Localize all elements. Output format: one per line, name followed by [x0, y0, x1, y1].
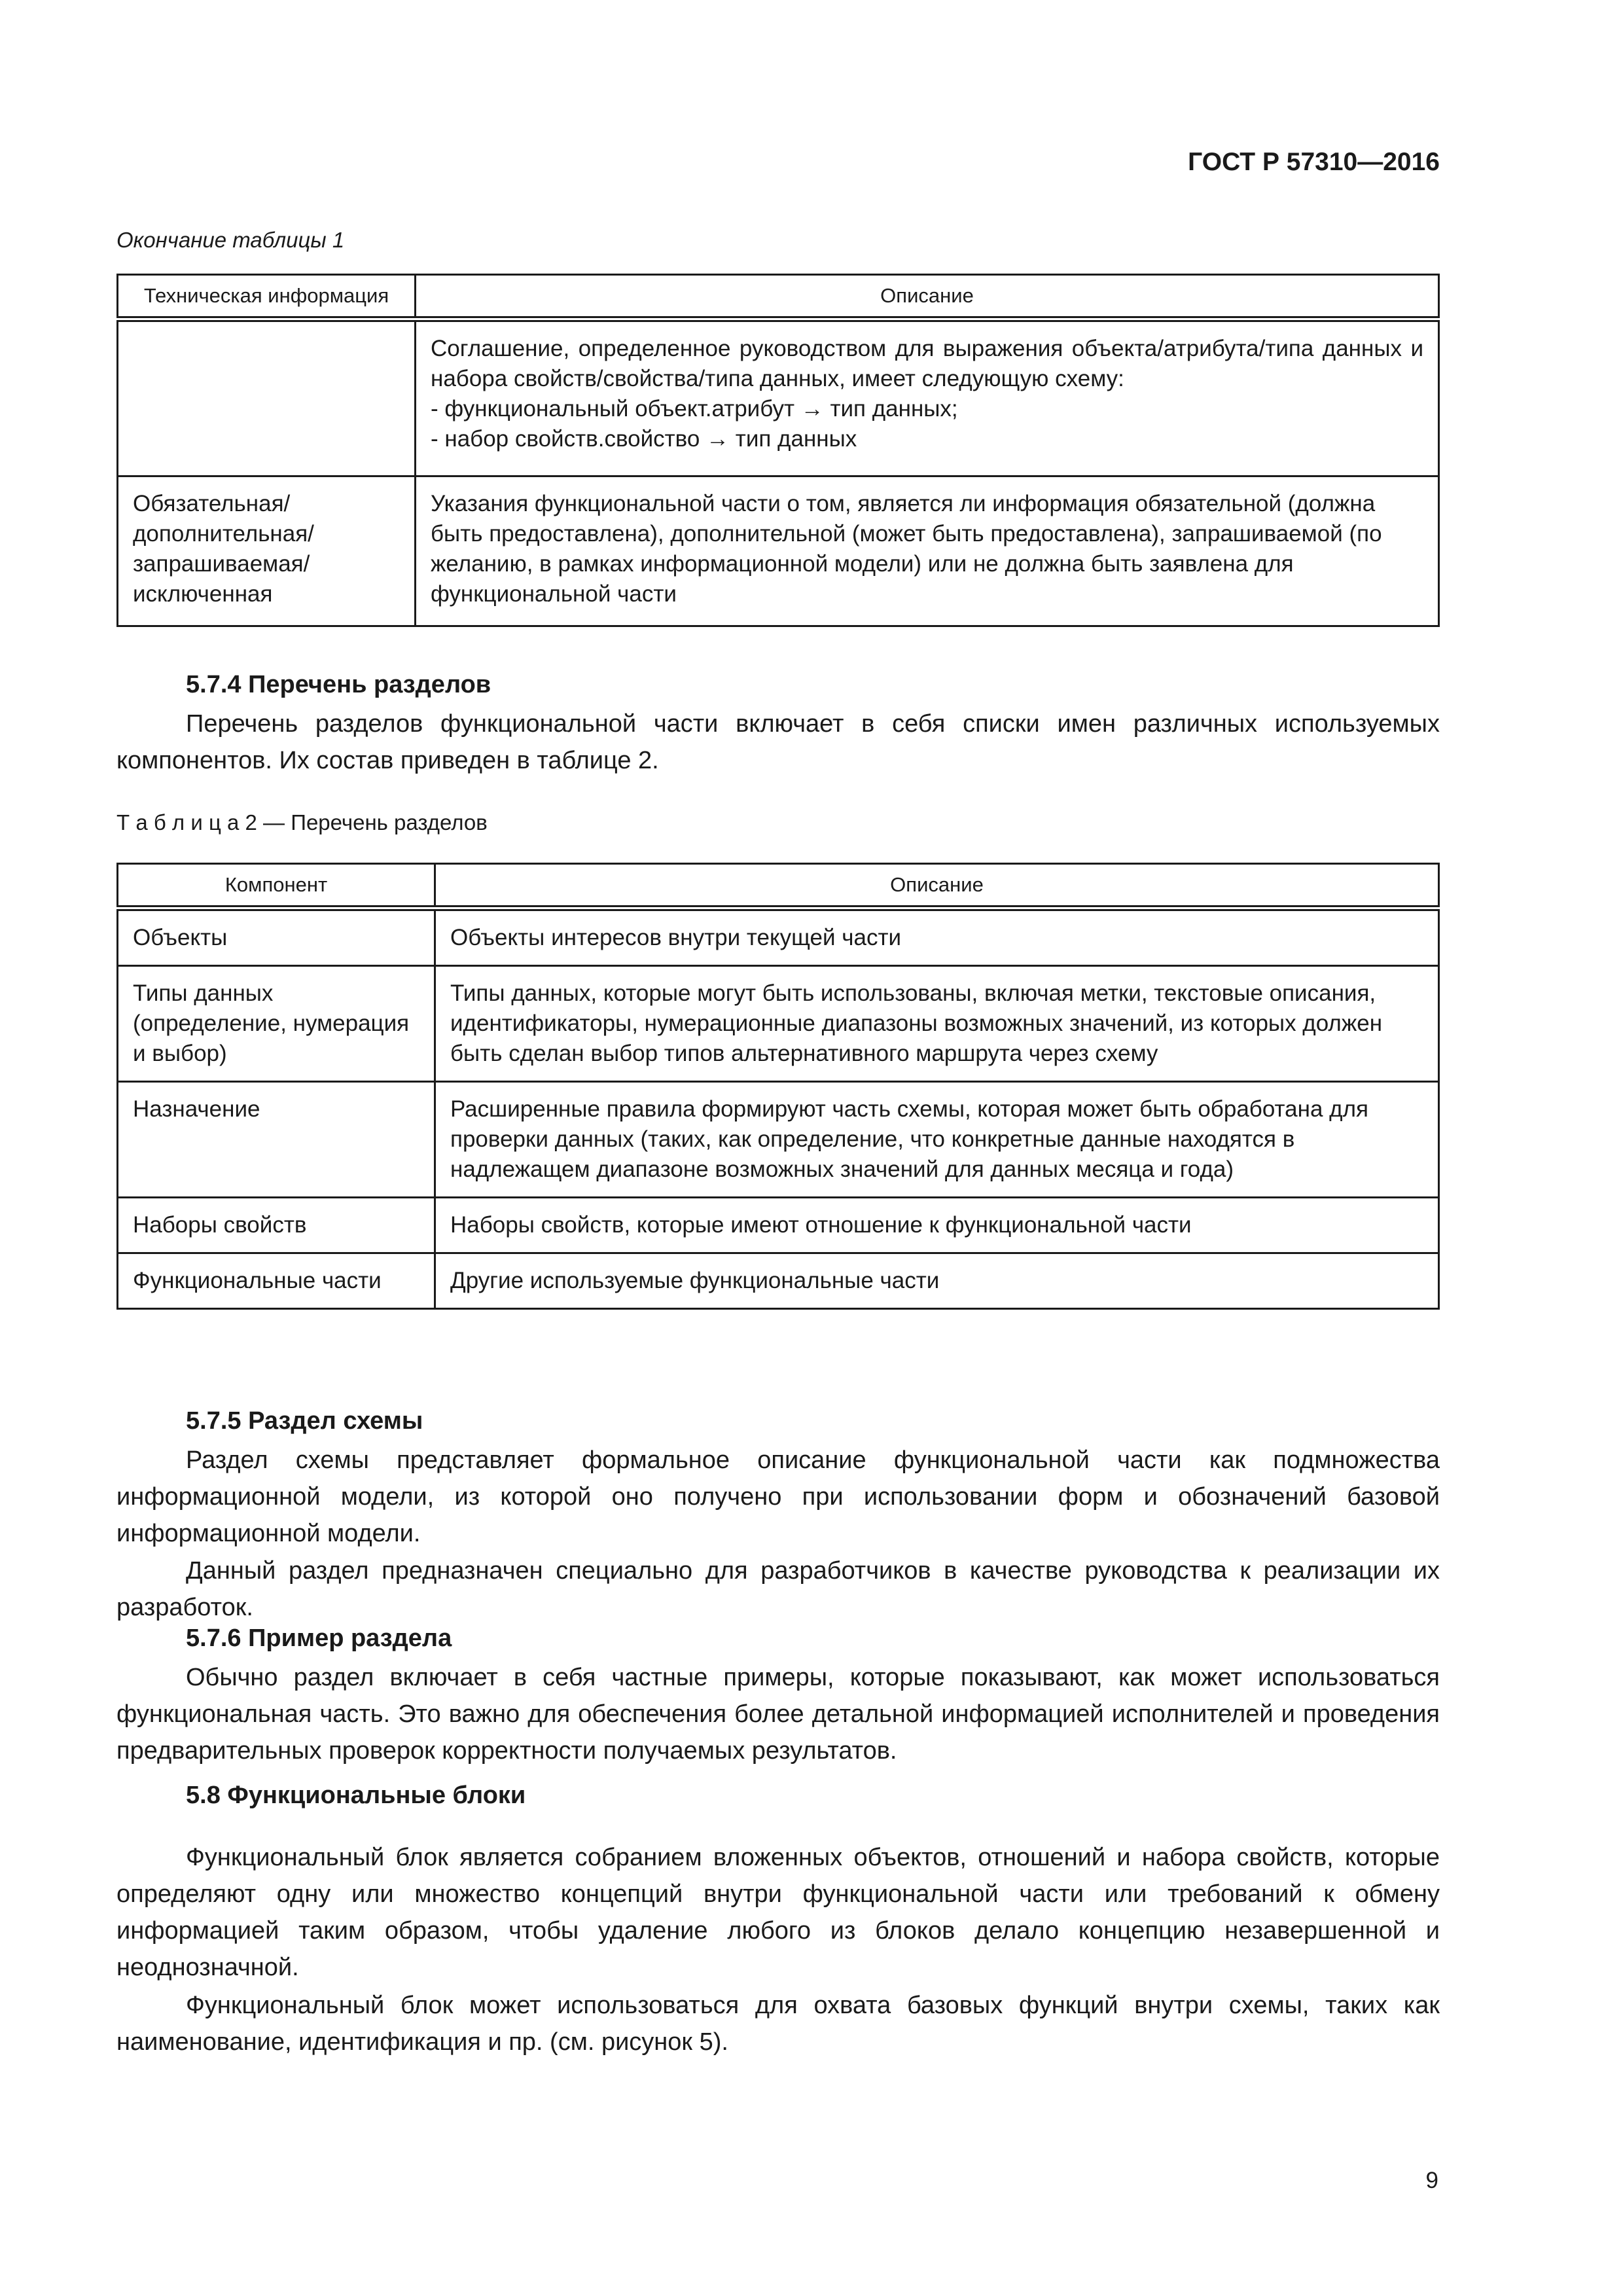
table2-cell-component: Наборы свойств	[118, 1198, 435, 1253]
table2-cell-description: Типы данных, которые могут быть использованы, включая метки, текстовые описания, идентификаторы, нумерационные диапазоны возможных значений, из которых должен быть сделан выбор типов альтернативного маршрута через схему	[435, 966, 1439, 1082]
paragraph: Обычно раздел включает в себя частные примеры, которые показывают, как может использоваться функциональная часть. Это важно для обеспечения более детальной информацией исполнителей и проведения предварительных проверок корректности получаемых результатов.	[116, 1664, 1440, 1765]
paragraph: Перечень разделов функциональной части включает в себя списки имен различных используемых компонентов. Их состав приведен в таблице 2.	[116, 710, 1440, 774]
table-cell-text: исключенная	[133, 581, 273, 607]
table2-caption: Т а б л и ц а 2 — Перечень разделов	[116, 810, 488, 834]
section-heading: 5.7.6 Пример раздела	[186, 1624, 452, 1652]
paragraph: Функциональный блок может использоваться для охвата базовых функций внутри схемы, таких как наименование, идентификация и пр. (см. рисунок 5).	[116, 1992, 1440, 2056]
table2-header-cell: Описание	[435, 864, 1439, 908]
table1-caption: Окончание таблицы 1	[116, 228, 345, 252]
table1	[116, 274, 1440, 627]
table2-cell-description: Другие используемые функциональные части	[435, 1253, 1439, 1309]
table-cell-text: Обязательная/	[133, 491, 291, 516]
table1-cell-description: Указания функциональной части о том, является ли информация обязательной (должна быть предоставлена), дополнительной (может быть предоставлена), запрашиваемой (по желанию, в рамках информационной модели) или не должна быть заявлена для функциональной части	[416, 476, 1439, 626]
table2-cell-description: Объекты интересов внутри текущей части	[435, 908, 1439, 966]
table1-cell-tech-info	[118, 319, 416, 476]
section-heading: 5.7.5 Раздел схемы	[186, 1407, 423, 1435]
table2-cell-component: Функциональные части	[118, 1253, 435, 1309]
table2-cell-description: Расширенные правила формируют часть схемы, которая может быть обработана для проверки данных (таких, как определение, что конкретные данные находятся в надлежащем диапазоне возможных значений для данных месяца и года)	[435, 1082, 1439, 1198]
table1-cell-tech-info	[118, 476, 416, 626]
table1-header-cell: Техническая информация	[118, 275, 416, 319]
table2-cell-component: Объекты	[118, 908, 435, 966]
table-cell-text: Соглашение, определенное руководством для выражения объекта/атрибута/типа данных и набора свойств/свойства/типа данных, имеет следующую схему:	[431, 336, 1423, 391]
table2-cell-description: Наборы свойств, которые имеют отношение к функциональной части	[435, 1198, 1439, 1253]
table2-cell-component: Назначение	[118, 1082, 435, 1198]
paragraph: Раздел схемы представляет формальное описание функциональной части как подмножества информационной модели, из которой оно получено при использовании форм и обозначений базовой информационной модели.	[116, 1446, 1440, 1547]
table-row	[118, 319, 1439, 476]
document-code: ГОСТ Р 57310—2016	[1188, 148, 1440, 176]
table-row	[118, 1082, 1439, 1198]
table-row	[118, 966, 1439, 1082]
table-row	[118, 1198, 1439, 1253]
table2	[116, 863, 1440, 1310]
table-row	[118, 908, 1439, 966]
table1-header-cell: Описание	[416, 275, 1439, 319]
table2-header-row	[118, 864, 1439, 908]
table2-cell-component: Типы данных (определение, нумерация и выбор)	[118, 966, 435, 1082]
table-cell-text: - функциональный объект.атрибут → тип данных;	[431, 396, 958, 422]
table1-header-row	[118, 275, 1439, 319]
table-row	[118, 1253, 1439, 1309]
paragraph: Функциональный блок является собранием вложенных объектов, отношений и набора свойств, которые определяют одну или множество концепций внутри функциональной части или требований к обмену информацией таким образом, чтобы удаление любого из блоков делало концепцию незавершенной и неоднозначной.	[116, 1844, 1440, 1981]
page-number: 9	[1425, 2168, 1438, 2193]
table-cell-text: запрашиваемая/	[133, 551, 310, 577]
table-cell-text: - набор свойств.свойство → тип данных	[431, 426, 857, 452]
section-heading: 5.8 Функциональные блоки	[186, 1782, 526, 1809]
table1-cell-description	[416, 319, 1439, 476]
table-cell-text: дополнительная/	[133, 521, 314, 547]
section-heading: 5.7.4 Перечень разделов	[186, 671, 491, 698]
table2-header-cell: Компонент	[118, 864, 435, 908]
table-row	[118, 476, 1439, 626]
paragraph: Данный раздел предназначен специально для разработчиков в качестве руководства к реализации их разработок.	[116, 1557, 1440, 1621]
